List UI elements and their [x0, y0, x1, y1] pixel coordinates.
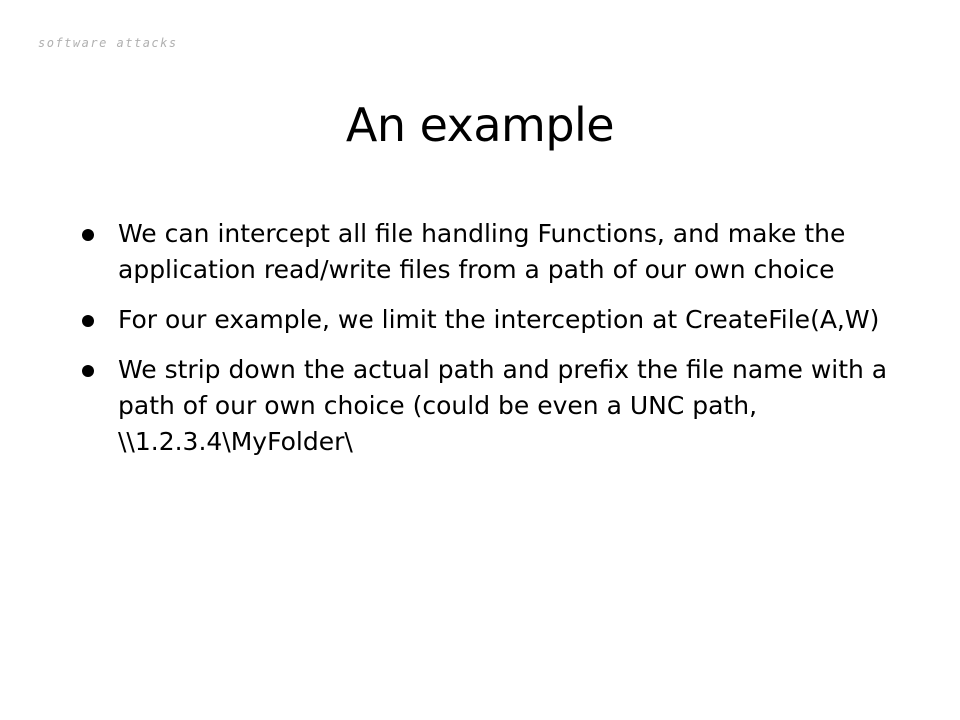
bullet-icon: [82, 229, 94, 241]
bullet-icon: [82, 315, 94, 327]
bullet-icon: [82, 365, 94, 377]
header-label: software attacks: [38, 36, 178, 50]
bullet-item: [72, 216, 892, 288]
bullet-text: For our example, we limit the interception at CreateFile(A,W): [118, 305, 880, 334]
bullet-item: [72, 352, 892, 460]
bullet-text: We strip down the actual path and prefix the file name with a path of our own choice (could be even a UNC path, \\1.2.3.4\MyFolder\: [118, 355, 888, 456]
bullet-item: [72, 302, 892, 338]
bullet-list: [72, 216, 892, 474]
slide-title: An example: [345, 98, 615, 152]
bullet-text: We can intercept all file handling Functions, and make the application read/write files from a path of our own choice: [118, 219, 846, 284]
